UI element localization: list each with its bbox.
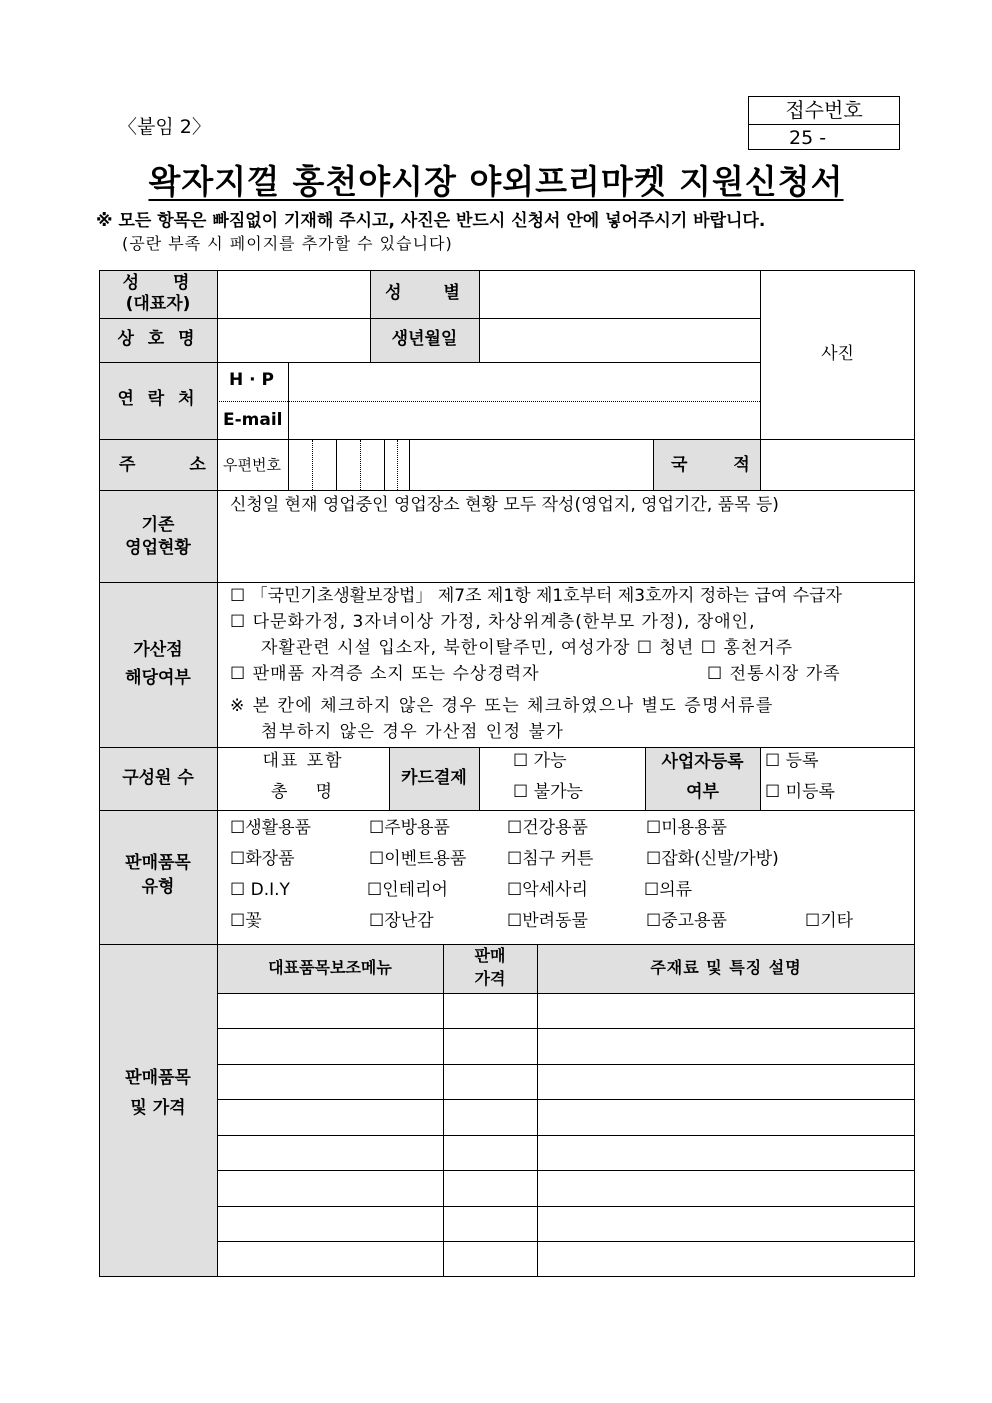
bonus-line-3[interactable]: 자활관련 시설 입소자, 북한이탈주민, 여성가장 ☐ 청년 ☐ 홍천거주 [261, 638, 794, 658]
bonus-note-2: 첨부하지 않은 경우 가산점 인정 불가 [261, 722, 565, 742]
page-title-text: 왁자지껄 홍천야시장 야외프리마켓 지원신청서 [148, 162, 844, 201]
row-line-5 [99, 582, 915, 583]
items-row-8 [217, 1241, 915, 1242]
row-line-6 [99, 747, 915, 748]
bizreg-yes[interactable]: ☐ 등록 [765, 751, 819, 771]
category-label-sub: 유형 [141, 877, 175, 897]
category-option[interactable]: ☐꽃 [230, 911, 262, 931]
items-row-6 [217, 1170, 915, 1171]
category-option[interactable]: ☐건강용품 [507, 818, 588, 838]
bonus-line-4[interactable]: ☐ 판매품 자격증 소지 또는 수상경력자 [230, 664, 540, 684]
category-label: 판매품목 [125, 853, 191, 873]
postal-label: 우편번호 [223, 456, 281, 474]
items-row-1 [217, 993, 915, 994]
existing-label: 기존 [141, 515, 175, 535]
nationality-label: 국 적 [671, 455, 770, 475]
business-name-label: 상 호 명 [117, 329, 199, 349]
category-option[interactable]: ☐이벤트용품 [369, 849, 467, 869]
row-line-8 [99, 944, 915, 945]
items-row-4 [217, 1099, 915, 1100]
receipt-number[interactable]: 25 - [789, 127, 827, 149]
vline-gender-right [479, 270, 480, 362]
bizreg-no[interactable]: ☐ 미등록 [765, 782, 835, 802]
postal-box-1 [312, 440, 313, 490]
vline-postal [288, 439, 289, 490]
category-option[interactable]: ☐화장품 [230, 849, 295, 869]
note-required: ※ 모든 항목은 빠짐없이 기재해 주시고, 사진은 반드시 신청서 안에 넣어주시기 바랍니다. [96, 211, 766, 231]
row-line-2 [99, 362, 760, 363]
name-label-sub: (대표자) [125, 294, 191, 314]
category-option[interactable]: ☐침구 커튼 [507, 849, 594, 869]
items-col-price-sub: 가격 [474, 969, 506, 988]
border-bottom [99, 1276, 915, 1277]
border-top [99, 270, 915, 271]
items-row-7 [217, 1206, 915, 1207]
email-label: E-mail [223, 410, 283, 430]
category-option[interactable]: ☐중고용품 [646, 911, 727, 931]
members-label: 구성원 수 [122, 768, 194, 788]
postal-box-6 [409, 439, 410, 490]
category-option[interactable]: ☐미용용품 [646, 818, 727, 838]
items-col-price: 판매 [474, 946, 506, 965]
bizreg-label: 사업자등록 [661, 752, 744, 772]
receipt-number-box [748, 96, 900, 150]
items-row-5 [217, 1135, 915, 1136]
row-line-7 [99, 810, 915, 811]
bonus-line-2[interactable]: ☐ 다문화가정, 3자녀이상 가정, 차상위계층(한부모 가정), 장애인, [230, 612, 756, 632]
category-option[interactable]: ☐인테리어 [367, 880, 448, 900]
items-label-sub: 및 가격 [130, 1098, 186, 1118]
bonus-label-sub: 해당여부 [125, 668, 191, 688]
category-option[interactable]: ☐장난감 [369, 911, 434, 931]
category-option[interactable]: ☐기타 [805, 911, 854, 931]
category-option[interactable]: ☐의류 [644, 880, 693, 900]
photo-label[interactable]: 사진 [821, 344, 854, 364]
bonus-line-1[interactable]: ☐ 「국민기초생활보장법」 제7조 제1항 제1호부터 제3호까지 정하는 급여 수급자 [230, 586, 842, 606]
row-line-1 [99, 318, 760, 319]
contact-divider [217, 401, 760, 402]
row-line-3 [99, 439, 915, 440]
vline-bizreg-right [760, 747, 761, 810]
hp-label: H · P [229, 370, 274, 390]
bonus-line-4b[interactable]: ☐ 전통시장 가족 [707, 664, 841, 684]
category-option[interactable]: ☐잡화(신발/가방) [646, 849, 779, 869]
address-label: 주 소 [119, 455, 230, 475]
bonus-note-1: ※ 본 칸에 체크하지 않은 경우 또는 체크하였으나 별도 증명서류를 [230, 696, 774, 716]
card-label: 카드결제 [401, 768, 467, 788]
items-row-3 [217, 1064, 915, 1065]
postal-box-4 [384, 439, 385, 490]
card-yes[interactable]: ☐ 가능 [513, 751, 567, 771]
category-option[interactable]: ☐악세사리 [507, 880, 588, 900]
category-option[interactable]: ☐반려동물 [507, 911, 588, 931]
border-right [914, 270, 915, 1277]
postal-box-2 [336, 439, 337, 490]
receipt-label: 접수번호 [749, 97, 899, 125]
members-count[interactable]: 총 명 [270, 782, 336, 802]
label-divider [217, 270, 218, 1277]
page-title [0, 156, 992, 203]
items-col-menu: 대표품목보조메뉴 [268, 958, 392, 977]
card-no[interactable]: ☐ 불가능 [513, 782, 583, 802]
contact-label: 연 락 처 [117, 389, 199, 409]
postal-box-3 [360, 440, 361, 490]
application-form-table [99, 270, 915, 1277]
category-option[interactable]: ☐ D.I.Y [230, 880, 290, 900]
existing-label-sub: 영업현황 [125, 538, 191, 558]
name-label: 성 명 [122, 273, 204, 293]
category-option[interactable]: ☐생활용품 [230, 818, 311, 838]
birth-label: 생년월일 [391, 329, 458, 349]
category-option[interactable]: ☐주방용품 [369, 818, 450, 838]
items-col-desc: 주재료 및 특징 설명 [650, 958, 802, 977]
members-line-1: 대표 포함 [262, 751, 344, 771]
items-label: 판매품목 [125, 1068, 191, 1088]
vline-card [479, 747, 480, 810]
bizreg-label-sub: 여부 [686, 782, 719, 802]
note-extra-pages: (공란 부족 시 페이지를 추가할 수 있습니다) [122, 234, 453, 253]
existing-instruction: 신청일 현재 영업중인 영업장소 현황 모두 작성(영업지, 영업기간, 품목 등) [230, 495, 779, 515]
gender-label: 성 별 [385, 283, 478, 303]
bonus-label: 가산점 [133, 640, 183, 660]
row-line-4 [99, 490, 915, 491]
postal-box-5 [397, 440, 398, 490]
attachment-label: 〈붙임 2〉 [118, 116, 211, 138]
items-row-2 [217, 1028, 915, 1029]
